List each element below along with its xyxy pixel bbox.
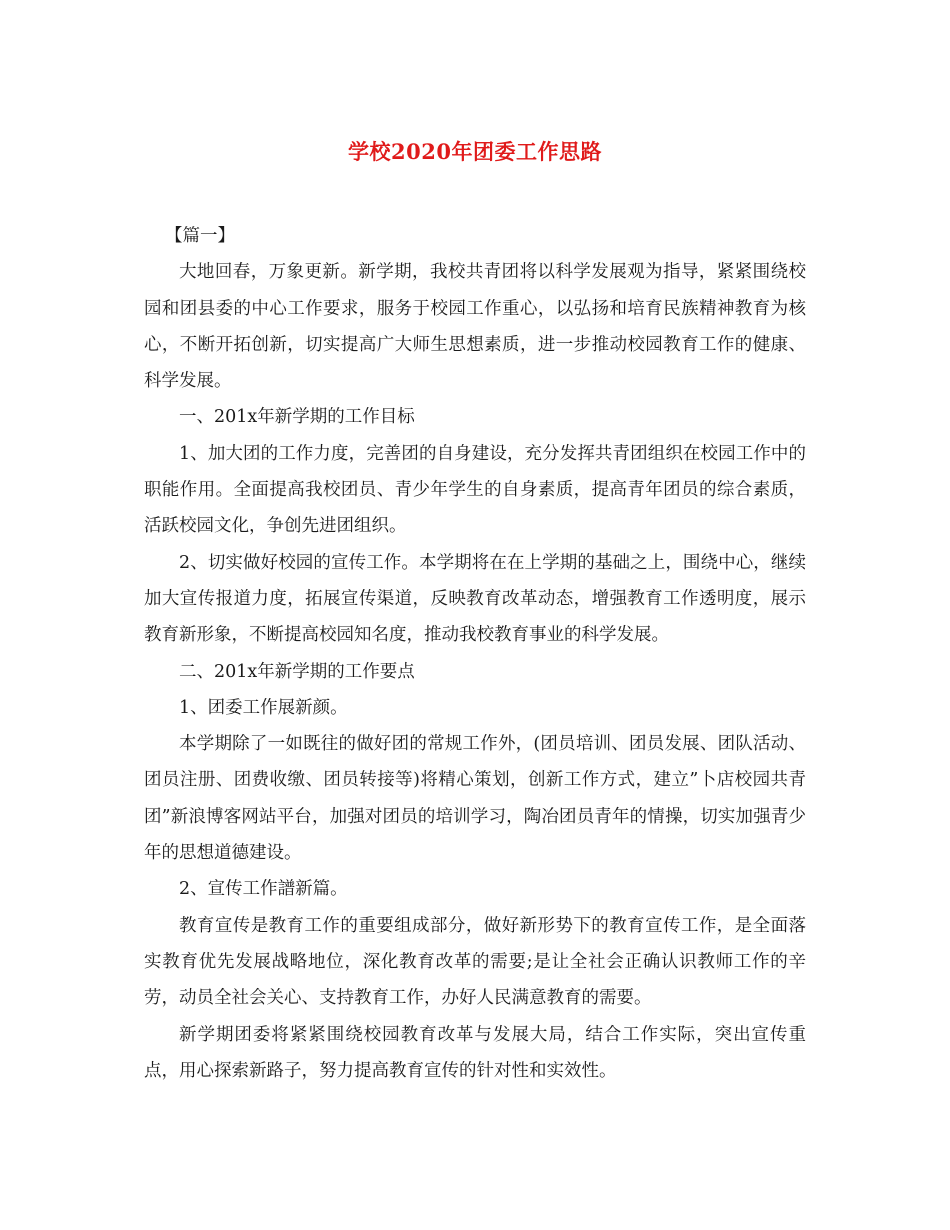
- paragraph-goal-2: 2、切实做好校园的宣传工作。本学期将在在上学期的基础之上，围绕中心，继续加大宣传报道力度，拓展宣传渠道，反映教育改革动态，增强教育工作透明度，展示教育新形象，不断提高校园知名度，推动我校教育事业的科学发展。: [144, 552, 806, 646]
- paragraph-league-work: 本学期除了一如既往的做好团的常规工作外，(团员培训、团员发展、团队活动、团员注册、团费收缴、团员转接等)将精心策划，创新工作方式，建立”卜店校园共青团”新浪博客网站平台，加强对团员的培训学习，陶冶团员青年的情操，切实加强青少年的思想道德建设。: [144, 734, 806, 864]
- paragraph-publicity-2: 新学期团委将紧紧围绕校园教育改革与发展大局，结合工作实际，突出宣传重点，用心探索新路子，努力提高教育宣传的针对性和实效性。: [144, 1024, 806, 1081]
- subheading-publicity: 2、宣传工作譜新篇。: [179, 879, 348, 900]
- paragraph-goal-1: 1、加大团的工作力度，完善团的自身建设，充分发挥共青团组织在校园工作中的职能作用。全面提高我校团员、青少年学生的自身素质，提高青年团员的综合素质，活跃校园文化，争创先进团组织。: [144, 443, 806, 537]
- paragraph-publicity-1: 教育宣传是教育工作的重要组成部分，做好新形势下的教育宣传工作，是全面落实教育优先发展战略地位，深化教育改革的需要;是让全社会正确认识教师工作的辛劳，动员全社会关心、支持教育工作，办好人民满意教育的需要。: [144, 915, 806, 1009]
- heading-key-points: 二、201x年新学期的工作要点: [179, 661, 415, 682]
- paragraph-intro: 大地回春，万象更新。新学期，我校共青团将以科学发展观为指导，紧紧围绕校园和团县委的中心工作要求，服务于校园工作重心，以弘扬和培育民族精神教育为核心，不断开拓创新，切实提高广大师生思想素质，进一步推动校园教育工作的健康、科学发展。: [144, 262, 806, 392]
- heading-goals: 一、201x年新学期的工作目标: [179, 407, 415, 428]
- section-tag: 【篇一】: [165, 226, 235, 246]
- subheading-league-work: 1、团委工作展新颜。: [179, 697, 348, 718]
- document-body: [144, 218, 806, 1089]
- document-title: 学校2020年团委工作思路: [348, 139, 602, 164]
